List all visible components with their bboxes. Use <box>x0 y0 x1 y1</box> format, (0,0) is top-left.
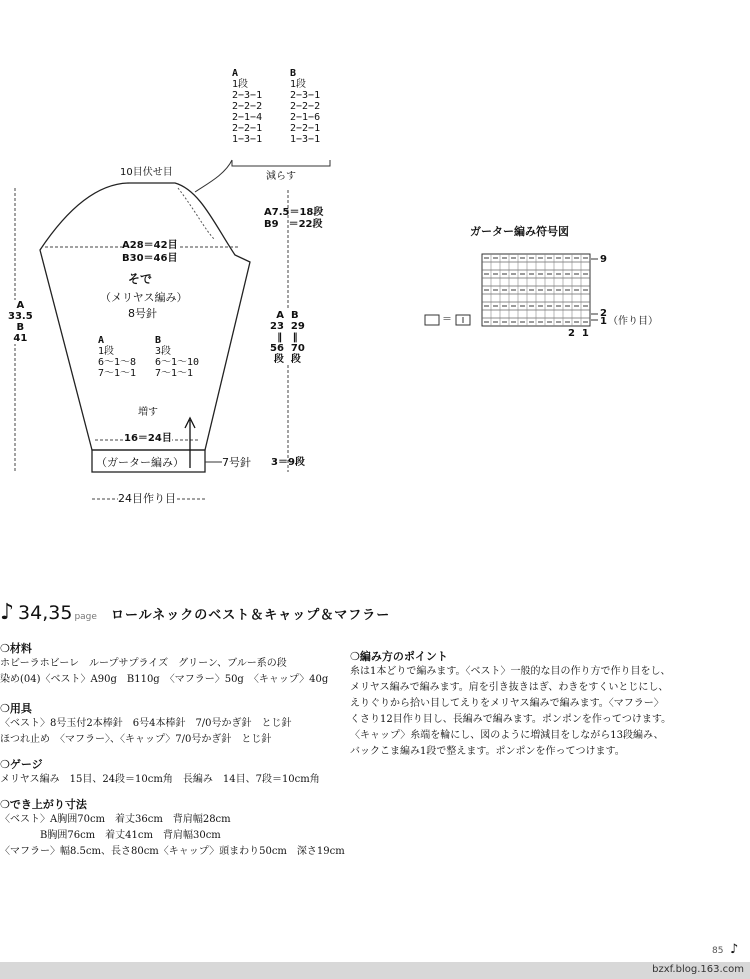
decrease-row: 2−2−1 <box>290 123 321 134</box>
finished-line: B胸囲76cm 着丈41cm 背肩幅30cm <box>0 830 221 841</box>
materials-line: ホビーラホビーレ ループサプライズ グリーン、ブルー系の段 <box>0 658 287 669</box>
increase-label: 増す <box>138 407 158 418</box>
symbol-start: （作り目） <box>608 316 658 327</box>
right-height: A B 23 29 ‖ ‖ 56 70 段 段 <box>270 310 305 365</box>
gauge-section: ❍ゲージ メリヤス編み 15目、24段＝10cm角 長編み 14目、7段＝10cm角 <box>0 758 320 788</box>
decrease-row: 2−1−6 <box>290 112 321 123</box>
points-line: えりぐりから拾い目してえりをメリヤス編みで編みます。〈マフラー〉 <box>350 698 664 709</box>
symbol-row-9: 9 <box>600 254 607 265</box>
points-line: くさり12目作り目し、長編みで編みます。ポンポンを作ってつけます。 <box>350 714 672 725</box>
decrease-row: 2−2−2 <box>232 101 263 112</box>
decrease-row: 2−2−1 <box>232 123 263 134</box>
increase-row: 1段 <box>98 346 115 357</box>
footer-bar <box>0 962 750 979</box>
points-line: 〈キャップ〉糸端を輪にし、図のように増減目をしながら13段編み、 <box>350 730 664 741</box>
decrease-row: 2−2−2 <box>290 101 321 112</box>
cap-height-a: A7.5＝18段 <box>264 207 324 218</box>
cuff-width: 16＝24目 <box>124 433 172 444</box>
leaf-icon: ❍ <box>0 642 10 655</box>
increase-row: 3段 <box>155 346 172 357</box>
increase-row: 6〜1〜10 <box>155 357 200 368</box>
footer-watermark: bzxf.blog.163.com <box>652 964 744 975</box>
decrease-col-b <box>290 68 320 145</box>
legend-equals: ＝ <box>442 314 452 325</box>
decrease-row: 1段 <box>290 79 307 90</box>
points-section: ❍編み方のポイント 糸は1本どりで編みます。〈ベスト〉一般的な目の作り方で作り目をし、 メリヤス編みで編みます。肩を引き抜きはぎ、わきをすくいとじにし、 えりぐりから拾い目してえりをメリヤス編みで編みます。〈マフラー〉 くさり12目作り目し、長編みで編みます。ポンポンを作ってつけます。 〈キャップ〉糸端を輪にし、図のように増減目をしながら13段編み、 バックこま編み1段で整えます。ポンポンを作ってつけます。 <box>350 650 671 760</box>
sleeve-stitch: （メリヤス編み） <box>100 291 188 304</box>
decrease-row: B <box>290 68 297 79</box>
sleeve-needle: 8号針 <box>128 307 157 320</box>
heading-title: ロールネックのベスト＆キャップ＆マフラー <box>110 608 391 623</box>
symbol-row-1: 1 <box>600 316 607 327</box>
points-line: メリヤス編みで編みます。肩を引き抜きはぎ、わきをすくいとじにし、 <box>350 682 669 693</box>
page-corner-icon: ♪ <box>730 942 739 957</box>
decrease-col-a <box>232 68 262 145</box>
decrease-row: 1段 <box>232 79 249 90</box>
cuff-needle: 7号針 <box>222 456 251 469</box>
finished-line: 〈マフラー〉幅8.5cm、長さ80cm〈キャップ〉頭まわり50cm 深さ19cm <box>0 846 345 857</box>
decrease-label: 減らす <box>266 171 296 182</box>
increase-row: 6〜1〜8 <box>98 357 137 368</box>
symbol-row-2: 2 <box>600 308 607 319</box>
increase-row: 7〜1〜1 <box>98 368 137 379</box>
symbol-col-labels: 2 1 <box>568 328 589 339</box>
cuff-rows: 3＝9段 <box>271 457 305 468</box>
cast-on-label: 24目作り目 <box>118 492 176 505</box>
leaf-icon: ❍ <box>0 758 10 771</box>
heading-page-word: page <box>74 612 97 622</box>
finished-line: 〈ベスト〉A胸囲70cm 着丈36cm 背肩幅28cm <box>0 814 231 825</box>
decrease-row: 2−1−4 <box>232 112 263 123</box>
points-line: バックこま編み1段で整えます。ポンポンを作ってつけます。 <box>350 746 625 757</box>
page-heading <box>0 600 390 626</box>
music-note-icon: ♪ <box>0 600 15 625</box>
decrease-row: 1−3−1 <box>232 134 263 145</box>
points-line: 糸は1本どりで編みます。〈ベスト〉一般的な目の作り方で作り目をし、 <box>350 666 671 677</box>
increase-col-b <box>155 335 199 379</box>
decrease-row: A <box>232 68 239 79</box>
tools-line: 〈ベスト〉8号玉付2本棒針 6号4本棒針 7/0号かぎ針 とじ針 <box>0 718 292 729</box>
page-number: 85 <box>712 946 724 956</box>
sleeve-title: そで <box>128 272 153 286</box>
bind-off-label: 10目伏せ目 <box>120 167 173 178</box>
garter-label: （ガーター編み） <box>96 456 184 469</box>
increase-row: B <box>155 335 162 346</box>
increase-row: 7〜1〜1 <box>155 368 194 379</box>
width-b: B30＝46目 <box>122 253 178 264</box>
increase-row: A <box>98 335 105 346</box>
tools-line: ほつれ止め 〈マフラー〉、〈キャップ〉7/0号かぎ針 とじ針 <box>0 734 272 745</box>
decrease-row: 2−3−1 <box>232 90 263 101</box>
tools-section: ❍用具 〈ベスト〉8号玉付2本棒針 6号4本棒針 7/0号かぎ針 とじ針 ほつれ止め 〈マフラー〉、〈キャップ〉7/0号かぎ針 とじ針 <box>0 702 292 748</box>
finished-section: ❍でき上がり寸法 〈ベスト〉A胸囲70cm 着丈36cm 背肩幅28cm B胸囲76cm 着丈41cm 背肩幅30cm 〈マフラー〉幅8.5cm、長さ80cm〈キャップ〉頭まわり50cm 深さ19cm <box>0 798 345 860</box>
decrease-row: 1−3−1 <box>290 134 321 145</box>
materials-line: 染め(04)〈ベスト〉A90g B110g 〈マフラー〉50g 〈キャップ〉40g <box>0 674 329 685</box>
leaf-icon: ❍ <box>0 702 10 715</box>
materials-section: ❍材料 ホビーラホビーレ ループサプライズ グリーン、ブルー系の段 染め(04)〈ベスト〉A90g B110g 〈マフラー〉50g 〈キャップ〉40g <box>0 642 328 688</box>
symbol-chart-title: ガーター編み符号図 <box>470 225 569 238</box>
increase-col-a <box>98 335 136 379</box>
heading-number: 34,35 <box>18 602 73 624</box>
decrease-row: 2−3−1 <box>290 90 321 101</box>
cap-height-b: B9 ＝22段 <box>264 219 323 230</box>
leaf-icon: ❍ <box>0 798 10 811</box>
width-a: A28＝42目 <box>122 240 178 251</box>
leaf-icon: ❍ <box>350 650 360 663</box>
left-height: A 33.5 B 41 <box>8 300 33 344</box>
gauge-line: メリヤス編み 15目、24段＝10cm角 長編み 14目、7段＝10cm角 <box>0 774 320 785</box>
